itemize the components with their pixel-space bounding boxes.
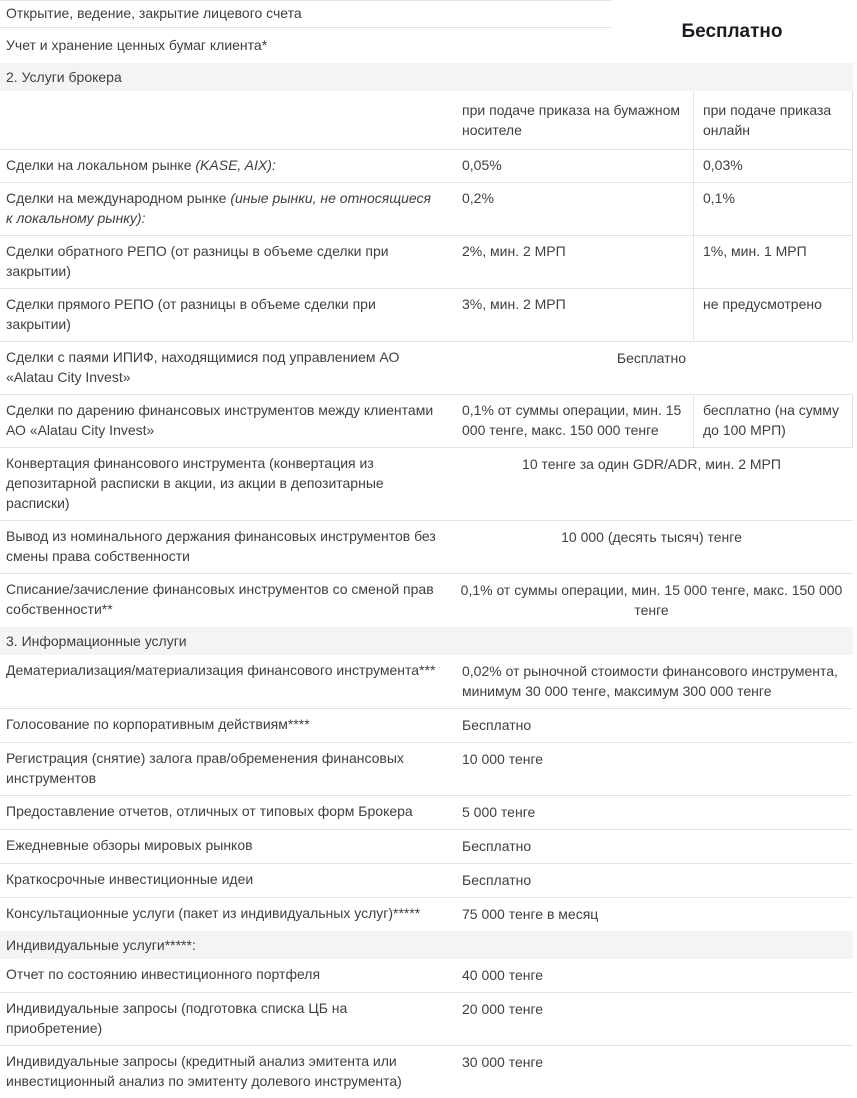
table-row: [0, 520, 853, 573]
service-name: Конвертация финансового инструмента (конвертация из депозитарной расписки в акции, из акции в депозитарные расписки): [6, 455, 384, 511]
service-name: Ежедневные обзоры мировых рынков: [6, 837, 253, 853]
tariff-value-cell: 0,02% от рыночной стоимости финансового инструмента, минимум 30 000 тенге, максимум 300 000 тенге: [462, 663, 838, 699]
table-row: [0, 655, 853, 708]
table-row: [0, 992, 853, 1045]
service-name: Отчет по состоянию инвестиционного портфеля: [6, 966, 321, 982]
tariff-value-cell: 40 000 тенге: [462, 967, 544, 983]
tariff-value-cell: Бесплатно: [462, 717, 532, 733]
tariff-value-cell: Бесплатно: [462, 838, 532, 854]
column-header-row: [0, 91, 853, 149]
tariff-value-paper-cell: 3%, мин. 2 МРП: [462, 296, 566, 312]
service-name-italic: (KASE, AIX):: [195, 157, 276, 173]
service-name: Сделки на международном рынке: [6, 190, 231, 206]
service-name: Индивидуальные запросы (кредитный анализ эмитента или инвестиционный анализ по эмитенту долевого инструмента): [6, 1053, 402, 1089]
tariff-value-paper-cell: 0,05%: [462, 157, 502, 173]
service-name-italic: (иные рынки, не относящиеся к локальному рынку):: [6, 190, 432, 226]
table-row: [0, 235, 853, 288]
table-row: [0, 447, 853, 520]
tariff-value-cell: 75 000 тенге в месяц: [462, 906, 599, 922]
table-row: [0, 863, 853, 897]
service-name: Сделки на локальном рынке: [6, 157, 196, 173]
service-name: Списание/зачисление финансовых инструментов со сменой прав собственности**: [6, 581, 434, 617]
table-row: [0, 742, 853, 795]
table-row: [0, 959, 853, 992]
service-name-cell: Открытие, ведение, закрытие лицевого счета: [0, 0, 611, 28]
service-name: Предоставление отчетов, отличных от типовых форм Брокера: [6, 803, 413, 819]
section-title: Индивидуальные услуги*****:: [6, 937, 196, 953]
service-name-cell: [0, 655, 450, 708]
service-name: Сделки с паями ИПИФ, находящимися под управлением АО «Alatau City Invest»: [6, 349, 400, 385]
service-name-cell: [0, 864, 450, 897]
service-name-cell: [0, 521, 450, 573]
tariff-value-online-cell: 1%, мин. 1 МРП: [693, 236, 853, 288]
tariff-value-cell: 5 000 тенге: [462, 804, 536, 820]
tariff-value-free: Бесплатно: [681, 20, 783, 42]
table-row: [0, 897, 853, 931]
tariff-value-cell: Бесплатно: [462, 872, 532, 888]
service-name-cell: [0, 709, 450, 742]
tariff-value-cell: 10 000 (десять тысяч) тенге: [561, 529, 742, 545]
tariff-value-online-cell: не предусмотрено: [693, 289, 853, 341]
service-name-cell: [0, 574, 450, 627]
service-name-cell: [0, 830, 450, 863]
section-header-row: [0, 627, 853, 655]
tariff-value-cell: 20 000 тенге: [462, 1001, 544, 1017]
service-name: Консультационные услуги (пакет из индивидуальных услуг)*****: [6, 905, 421, 921]
section-header-row: [0, 63, 853, 91]
column-header-online: при подаче приказа онлайн: [693, 91, 853, 149]
service-name-cell: [0, 289, 450, 341]
empty-cell: [0, 91, 450, 149]
service-name: Голосование по корпоративным действиям****: [6, 716, 310, 732]
service-name: Индивидуальные запросы (подготовка списка ЦБ на приобретение): [6, 1000, 348, 1036]
table-row: [0, 829, 853, 863]
table-row: [0, 394, 853, 447]
service-name-cell: [0, 1046, 450, 1098]
section-title: 3. Информационные услуги: [6, 633, 187, 649]
service-name: Вывод из номинального держания финансовых инструментов без смены права собственности: [6, 528, 436, 564]
tariff-value-online-cell: 0,1%: [693, 183, 853, 235]
table-row: [0, 288, 853, 341]
service-name: Краткосрочные инвестиционные идеи: [6, 871, 254, 887]
table-row: [0, 573, 853, 627]
service-name-cell: [0, 150, 450, 182]
column-header-paper: при подаче приказа на бумажном носителе: [462, 102, 680, 138]
service-name-cell: [0, 183, 450, 235]
service-name: Сделки прямого РЕПО (от разницы в объеме сделки при закрытии): [6, 296, 376, 332]
service-name-cell: [0, 796, 450, 829]
service-name-cell: [0, 898, 450, 931]
tariff-value-online-cell: 0,03%: [693, 150, 853, 182]
table-row: [0, 708, 853, 742]
service-name-cell: [0, 342, 450, 394]
tariff-value-online-cell: бесплатно (на сумму до 100 МРП): [693, 395, 853, 447]
tariff-table-body: [0, 63, 853, 1098]
service-name: Дематериализация/материализация финансового инструмента***: [6, 662, 436, 678]
service-name-cell: Учет и хранение ценных бумаг клиента*: [6, 37, 268, 53]
tariff-value-cell: 10 тенге за один GDR/ADR, мин. 2 МРП: [522, 456, 781, 472]
tariff-value-cell: 30 000 тенге: [462, 1054, 544, 1070]
table-row: [0, 182, 853, 235]
tariff-value-cell: Бесплатно: [616, 350, 687, 366]
account-services-rows: [0, 0, 853, 63]
service-name: Сделки обратного РЕПО (от разницы в объеме сделки при закрытии): [6, 243, 389, 279]
table-row: [0, 149, 853, 182]
tariff-value-paper-cell: 2%, мин. 2 МРП: [462, 243, 566, 259]
service-name: Сделки по дарению финансовых инструментов между клиентами АО «Alatau City Invest»: [6, 402, 434, 438]
tariff-value-cell: 0,1% от суммы операции, мин. 15 000 тенге, макс. 150 000 тенге: [460, 582, 843, 618]
section-title: 2. Услуги брокера: [6, 69, 122, 85]
table-row: [0, 341, 853, 394]
service-name-cell: [0, 236, 450, 288]
section-header-row: [0, 931, 853, 959]
tariff-value-cell: 10 000 тенге: [462, 751, 544, 767]
tariff-value-paper-cell: 0,1% от суммы операции, мин. 15 000 тенге, макс. 150 000 тенге: [462, 402, 682, 438]
service-name-cell: [0, 448, 450, 520]
tariff-value-paper-cell: 0,2%: [462, 190, 494, 206]
service-name-cell: [0, 743, 450, 795]
table-row: [0, 1045, 853, 1098]
service-name: Регистрация (снятие) залога прав/обременения финансовых инструментов: [6, 750, 404, 786]
service-name-cell: [0, 993, 450, 1045]
service-name-cell: [0, 395, 450, 447]
service-name-cell: [0, 959, 450, 992]
table-row: [0, 795, 853, 829]
